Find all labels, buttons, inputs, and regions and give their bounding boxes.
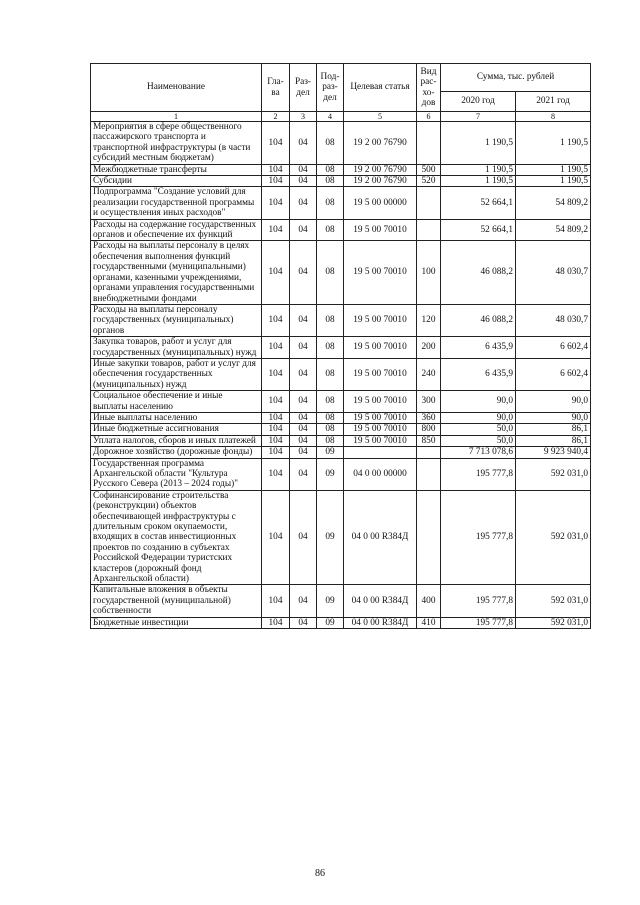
row-podrazdel-cell: 08 bbox=[317, 122, 344, 165]
row-razdel-cell: 04 bbox=[290, 187, 317, 219]
row-name-cell: Расходы на выплаты персоналу государственных (муниципальных) органов bbox=[91, 304, 262, 336]
row-amount-2020-cell: 195 777,8 bbox=[441, 617, 516, 628]
header-year-2020: 2020 год bbox=[441, 92, 516, 112]
row-name-cell: Иные закупки товаров, работ и услуг для обеспечения государственных (муниципальных) нужд bbox=[91, 358, 262, 390]
row-name-cell: Закупка товаров, работ и услуг для государственных (муниципальных) нужд bbox=[91, 337, 262, 359]
row-podrazdel-cell: 08 bbox=[317, 424, 344, 435]
row-glava-cell: 104 bbox=[262, 304, 290, 336]
row-razdel-cell: 04 bbox=[290, 304, 317, 336]
row-podrazdel-cell: 08 bbox=[317, 412, 344, 423]
row-amount-2020-cell: 7 713 078,6 bbox=[441, 447, 516, 458]
header-razdel: Раз-дел bbox=[290, 64, 317, 112]
row-expense-type-cell: 400 bbox=[417, 585, 441, 617]
header-year-2021: 2021 год bbox=[516, 92, 591, 112]
row-glava-cell: 104 bbox=[262, 176, 290, 187]
row-razdel-cell: 04 bbox=[290, 447, 317, 458]
row-podrazdel-cell: 08 bbox=[317, 187, 344, 219]
row-expense-type-cell: 850 bbox=[417, 435, 441, 446]
row-amount-2021-cell: 592 031,0 bbox=[516, 585, 591, 617]
row-target-article-cell: 19 5 00 70010 bbox=[344, 424, 417, 435]
row-podrazdel-cell: 08 bbox=[317, 304, 344, 336]
column-index-cell: 5 bbox=[344, 112, 417, 122]
column-index-cell: 4 bbox=[317, 112, 344, 122]
row-podrazdel-cell: 08 bbox=[317, 241, 344, 304]
table-row bbox=[91, 122, 591, 165]
row-podrazdel-cell: 08 bbox=[317, 164, 344, 175]
row-name-cell: Расходы на выплаты персоналу в целях обеспечения выполнения функций государственными (муниципальными) органами, казенными учреждениями, органами управления государственными внебюджетными фондами bbox=[91, 241, 262, 304]
row-amount-2020-cell: 90,0 bbox=[441, 412, 516, 423]
row-amount-2021-cell: 48 030,7 bbox=[516, 241, 591, 304]
row-glava-cell: 104 bbox=[262, 219, 290, 241]
table-row bbox=[91, 412, 591, 423]
row-expense-type-cell: 240 bbox=[417, 358, 441, 390]
row-expense-type-cell bbox=[417, 447, 441, 458]
row-amount-2021-cell: 90,0 bbox=[516, 391, 591, 413]
row-target-article-cell: 19 5 00 70010 bbox=[344, 435, 417, 446]
row-target-article-cell: 19 5 00 70010 bbox=[344, 391, 417, 413]
row-podrazdel-cell: 08 bbox=[317, 219, 344, 241]
row-target-article-cell: 04 0 00 R384Д bbox=[344, 585, 417, 617]
row-target-article-cell: 19 2 00 76790 bbox=[344, 122, 417, 165]
row-glava-cell: 104 bbox=[262, 458, 290, 490]
row-podrazdel-cell: 08 bbox=[317, 391, 344, 413]
row-amount-2020-cell: 52 664,1 bbox=[441, 219, 516, 241]
table-body bbox=[91, 122, 591, 629]
row-amount-2020-cell: 195 777,8 bbox=[441, 490, 516, 585]
row-razdel-cell: 04 bbox=[290, 490, 317, 585]
table-row bbox=[91, 304, 591, 336]
row-target-article-cell bbox=[344, 447, 417, 458]
row-expense-type-cell bbox=[417, 187, 441, 219]
row-expense-type-cell: 200 bbox=[417, 337, 441, 359]
row-podrazdel-cell: 09 bbox=[317, 617, 344, 628]
row-name-cell: Социальное обеспечение и иные выплаты населению bbox=[91, 391, 262, 413]
row-amount-2020-cell: 6 435,9 bbox=[441, 337, 516, 359]
row-glava-cell: 104 bbox=[262, 164, 290, 175]
row-amount-2021-cell: 592 031,0 bbox=[516, 490, 591, 585]
row-razdel-cell: 04 bbox=[290, 424, 317, 435]
row-podrazdel-cell: 09 bbox=[317, 585, 344, 617]
row-target-article-cell: 19 2 00 76790 bbox=[344, 176, 417, 187]
table-row bbox=[91, 447, 591, 458]
row-amount-2021-cell: 6 602,4 bbox=[516, 337, 591, 359]
row-name-cell: Субсидии bbox=[91, 176, 262, 187]
row-amount-2020-cell: 90,0 bbox=[441, 391, 516, 413]
budget-table bbox=[90, 63, 591, 629]
row-expense-type-cell: 100 bbox=[417, 241, 441, 304]
row-podrazdel-cell: 09 bbox=[317, 490, 344, 585]
row-expense-type-cell bbox=[417, 458, 441, 490]
column-index-cell: 6 bbox=[417, 112, 441, 122]
row-razdel-cell: 04 bbox=[290, 435, 317, 446]
column-index-cell: 3 bbox=[290, 112, 317, 122]
table-row bbox=[91, 458, 591, 490]
row-razdel-cell: 04 bbox=[290, 617, 317, 628]
row-glava-cell: 104 bbox=[262, 241, 290, 304]
table-row bbox=[91, 241, 591, 304]
page-number: 86 bbox=[315, 868, 325, 879]
row-glava-cell: 104 bbox=[262, 447, 290, 458]
row-amount-2021-cell: 9 923 940,4 bbox=[516, 447, 591, 458]
row-name-cell: Уплата налогов, сборов и иных платежей bbox=[91, 435, 262, 446]
row-name-cell: Мероприятия в сфере общественного пассажирского транспорта и транспортной инфраструктуры (в части субсидий местным бюджетам) bbox=[91, 122, 262, 165]
row-razdel-cell: 04 bbox=[290, 458, 317, 490]
row-podrazdel-cell: 08 bbox=[317, 435, 344, 446]
column-index-cell: 1 bbox=[91, 112, 262, 122]
row-name-cell: Дорожное хозяйство (дорожные фонды) bbox=[91, 447, 262, 458]
row-name-cell: Межбюджетные трансферты bbox=[91, 164, 262, 175]
row-expense-type-cell: 410 bbox=[417, 617, 441, 628]
row-amount-2020-cell: 50,0 bbox=[441, 435, 516, 446]
row-razdel-cell: 04 bbox=[290, 164, 317, 175]
row-amount-2020-cell: 1 190,5 bbox=[441, 122, 516, 165]
row-razdel-cell: 04 bbox=[290, 391, 317, 413]
row-name-cell: Софинансирование строительства (реконструкции) объектов обеспечивающей инфраструктуры с длительным сроком окупаемости, входящих в состав инвестиционных проектов по созданию в субъектах Российской Федерации туристских кластеров (дорожный фонд Архангельской области) bbox=[91, 490, 262, 585]
row-amount-2021-cell: 90,0 bbox=[516, 412, 591, 423]
row-amount-2021-cell: 592 031,0 bbox=[516, 617, 591, 628]
row-amount-2021-cell: 54 809,2 bbox=[516, 219, 591, 241]
row-target-article-cell: 04 0 00 R384Д bbox=[344, 617, 417, 628]
row-expense-type-cell: 120 bbox=[417, 304, 441, 336]
row-amount-2020-cell: 1 190,5 bbox=[441, 176, 516, 187]
table-row bbox=[91, 424, 591, 435]
table-row bbox=[91, 585, 591, 617]
row-podrazdel-cell: 08 bbox=[317, 358, 344, 390]
row-podrazdel-cell: 09 bbox=[317, 447, 344, 458]
row-name-cell: Капитальные вложения в объекты государственной (муниципальной) собственности bbox=[91, 585, 262, 617]
table-row bbox=[91, 490, 591, 585]
row-target-article-cell: 19 5 00 00000 bbox=[344, 187, 417, 219]
row-expense-type-cell: 800 bbox=[417, 424, 441, 435]
row-amount-2021-cell: 6 602,4 bbox=[516, 358, 591, 390]
row-glava-cell: 104 bbox=[262, 490, 290, 585]
row-expense-type-cell bbox=[417, 219, 441, 241]
column-index-cell: 7 bbox=[441, 112, 516, 122]
row-expense-type-cell bbox=[417, 490, 441, 585]
header-podrazdel: Под-раз-дел bbox=[317, 64, 344, 112]
header-expense-type: Вид рас-хо-дов bbox=[417, 64, 441, 112]
header-name: Наименование bbox=[91, 64, 262, 112]
row-expense-type-cell bbox=[417, 122, 441, 165]
row-amount-2020-cell: 195 777,8 bbox=[441, 585, 516, 617]
table-row bbox=[91, 164, 591, 175]
row-podrazdel-cell: 08 bbox=[317, 176, 344, 187]
row-glava-cell: 104 bbox=[262, 187, 290, 219]
row-target-article-cell: 19 5 00 70010 bbox=[344, 304, 417, 336]
row-amount-2020-cell: 46 088,2 bbox=[441, 304, 516, 336]
row-amount-2020-cell: 6 435,9 bbox=[441, 358, 516, 390]
row-glava-cell: 104 bbox=[262, 585, 290, 617]
row-amount-2020-cell: 195 777,8 bbox=[441, 458, 516, 490]
header-glava: Гла-ва bbox=[262, 64, 290, 112]
row-target-article-cell: 04 0 00 R384Д bbox=[344, 490, 417, 585]
row-name-cell: Бюджетные инвестиции bbox=[91, 617, 262, 628]
row-razdel-cell: 04 bbox=[290, 122, 317, 165]
row-glava-cell: 104 bbox=[262, 122, 290, 165]
row-razdel-cell: 04 bbox=[290, 176, 317, 187]
row-target-article-cell: 19 5 00 70010 bbox=[344, 412, 417, 423]
row-amount-2020-cell: 1 190,5 bbox=[441, 164, 516, 175]
row-name-cell: Иные бюджетные ассигнования bbox=[91, 424, 262, 435]
header-target-article: Целевая статья bbox=[344, 64, 417, 112]
row-amount-2021-cell: 54 809,2 bbox=[516, 187, 591, 219]
row-razdel-cell: 04 bbox=[290, 585, 317, 617]
row-razdel-cell: 04 bbox=[290, 219, 317, 241]
column-index-cell: 8 bbox=[516, 112, 591, 122]
row-podrazdel-cell: 09 bbox=[317, 458, 344, 490]
table-row bbox=[91, 337, 591, 359]
column-index-row bbox=[91, 112, 591, 122]
row-expense-type-cell: 300 bbox=[417, 391, 441, 413]
row-razdel-cell: 04 bbox=[290, 358, 317, 390]
row-glava-cell: 104 bbox=[262, 412, 290, 423]
budget-sheet bbox=[90, 63, 590, 629]
row-amount-2021-cell: 86,1 bbox=[516, 435, 591, 446]
row-amount-2021-cell: 592 031,0 bbox=[516, 458, 591, 490]
row-amount-2021-cell: 1 190,5 bbox=[516, 122, 591, 165]
table-row bbox=[91, 176, 591, 187]
row-expense-type-cell: 520 bbox=[417, 176, 441, 187]
table-row bbox=[91, 617, 591, 628]
row-glava-cell: 104 bbox=[262, 337, 290, 359]
table-row bbox=[91, 358, 591, 390]
row-amount-2021-cell: 48 030,7 bbox=[516, 304, 591, 336]
row-name-cell: Иные выплаты населению bbox=[91, 412, 262, 423]
row-amount-2021-cell: 1 190,5 bbox=[516, 164, 591, 175]
table-row bbox=[91, 391, 591, 413]
row-amount-2021-cell: 1 190,5 bbox=[516, 176, 591, 187]
column-index-cell: 2 bbox=[262, 112, 290, 122]
row-target-article-cell: 19 5 00 70010 bbox=[344, 358, 417, 390]
row-target-article-cell: 19 2 00 76790 bbox=[344, 164, 417, 175]
table-row bbox=[91, 219, 591, 241]
row-target-article-cell: 19 5 00 70010 bbox=[344, 241, 417, 304]
row-glava-cell: 104 bbox=[262, 424, 290, 435]
row-name-cell: Расходы на содержание государственных органов и обеспечение их функций bbox=[91, 219, 262, 241]
row-podrazdel-cell: 08 bbox=[317, 337, 344, 359]
row-target-article-cell: 19 5 00 70010 bbox=[344, 337, 417, 359]
row-glava-cell: 104 bbox=[262, 391, 290, 413]
row-glava-cell: 104 bbox=[262, 435, 290, 446]
row-glava-cell: 104 bbox=[262, 617, 290, 628]
row-amount-2021-cell: 86,1 bbox=[516, 424, 591, 435]
header-sum: Сумма, тыс. рублей bbox=[441, 64, 591, 92]
row-expense-type-cell: 360 bbox=[417, 412, 441, 423]
row-amount-2020-cell: 46 088,2 bbox=[441, 241, 516, 304]
row-razdel-cell: 04 bbox=[290, 241, 317, 304]
row-name-cell: Подпрограмма "Создание условий для реализации государственной программы и осуществления иных расходов" bbox=[91, 187, 262, 219]
row-glava-cell: 104 bbox=[262, 358, 290, 390]
row-amount-2020-cell: 50,0 bbox=[441, 424, 516, 435]
table-row bbox=[91, 187, 591, 219]
row-razdel-cell: 04 bbox=[290, 412, 317, 423]
row-name-cell: Государственная программа Архангельской области "Культура Русского Севера (2013 – 2024 годы)" bbox=[91, 458, 262, 490]
table-row bbox=[91, 435, 591, 446]
row-razdel-cell: 04 bbox=[290, 337, 317, 359]
row-expense-type-cell: 500 bbox=[417, 164, 441, 175]
row-target-article-cell: 04 0 00 00000 bbox=[344, 458, 417, 490]
row-amount-2020-cell: 52 664,1 bbox=[441, 187, 516, 219]
row-target-article-cell: 19 5 00 70010 bbox=[344, 219, 417, 241]
